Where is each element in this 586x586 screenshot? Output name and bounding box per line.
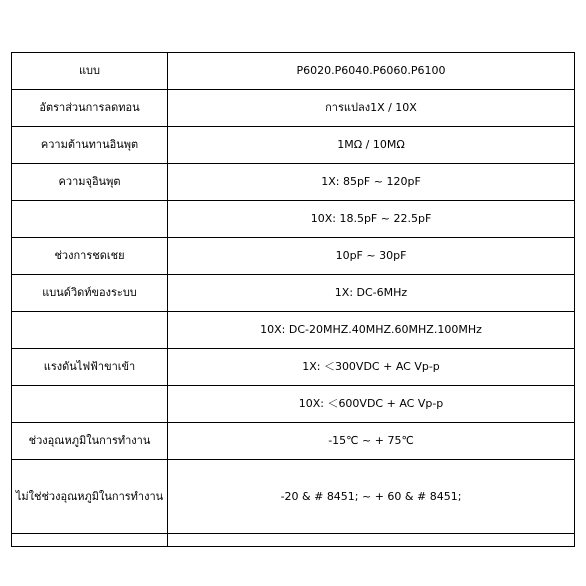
row-label: แบนด์วิดท์ของระบบ [12, 275, 168, 312]
row-value: 10pF ~ 30pF [168, 238, 575, 275]
row-value: 10X: ＜600VDC + AC Vp-p [168, 386, 575, 423]
row-value: 1X: ＜300VDC + AC Vp-p [168, 349, 575, 386]
row-label: ไม่ใช่ช่วงอุณหภูมิในการทำงาน [12, 460, 168, 534]
table-row [12, 201, 575, 238]
row-label: แบบ [12, 53, 168, 90]
table-row [12, 386, 575, 423]
table-row [12, 460, 575, 534]
table-row [12, 534, 575, 547]
table-row [12, 312, 575, 349]
row-value: 10X: 18.5pF ~ 22.5pF [168, 201, 575, 238]
row-label: ช่วงอุณหภูมิในการทำงาน [12, 423, 168, 460]
row-label [12, 386, 168, 423]
row-value: 1MΩ / 10MΩ [168, 127, 575, 164]
table-row [12, 90, 575, 127]
row-value: การแปลง1X / 10X [168, 90, 575, 127]
row-value: -15℃ ~ + 75℃ [168, 423, 575, 460]
row-value: P6020.P6040.P6060.P6100 [168, 53, 575, 90]
row-label: ความจุอินพุต [12, 164, 168, 201]
row-label [12, 534, 168, 547]
table-row [12, 423, 575, 460]
table-row [12, 275, 575, 312]
table-row [12, 127, 575, 164]
row-label [12, 312, 168, 349]
spec-table [11, 52, 575, 547]
row-label: แรงดันไฟฟ้าขาเข้า [12, 349, 168, 386]
row-value: -20 & # 8451; ~ + 60 & # 8451; [168, 460, 575, 534]
row-label: อัตราส่วนการลดทอน [12, 90, 168, 127]
row-value: 1X: 85pF ~ 120pF [168, 164, 575, 201]
row-label: ความต้านทานอินพุต [12, 127, 168, 164]
table-row [12, 238, 575, 275]
row-value: 10X: DC-20MHZ.40MHZ.60MHZ.100MHz [168, 312, 575, 349]
table-row [12, 349, 575, 386]
row-label: ช่วงการชดเชย [12, 238, 168, 275]
table-row [12, 53, 575, 90]
row-value: 1X: DC-6MHz [168, 275, 575, 312]
row-label [12, 201, 168, 238]
row-value [168, 534, 575, 547]
table-row [12, 164, 575, 201]
